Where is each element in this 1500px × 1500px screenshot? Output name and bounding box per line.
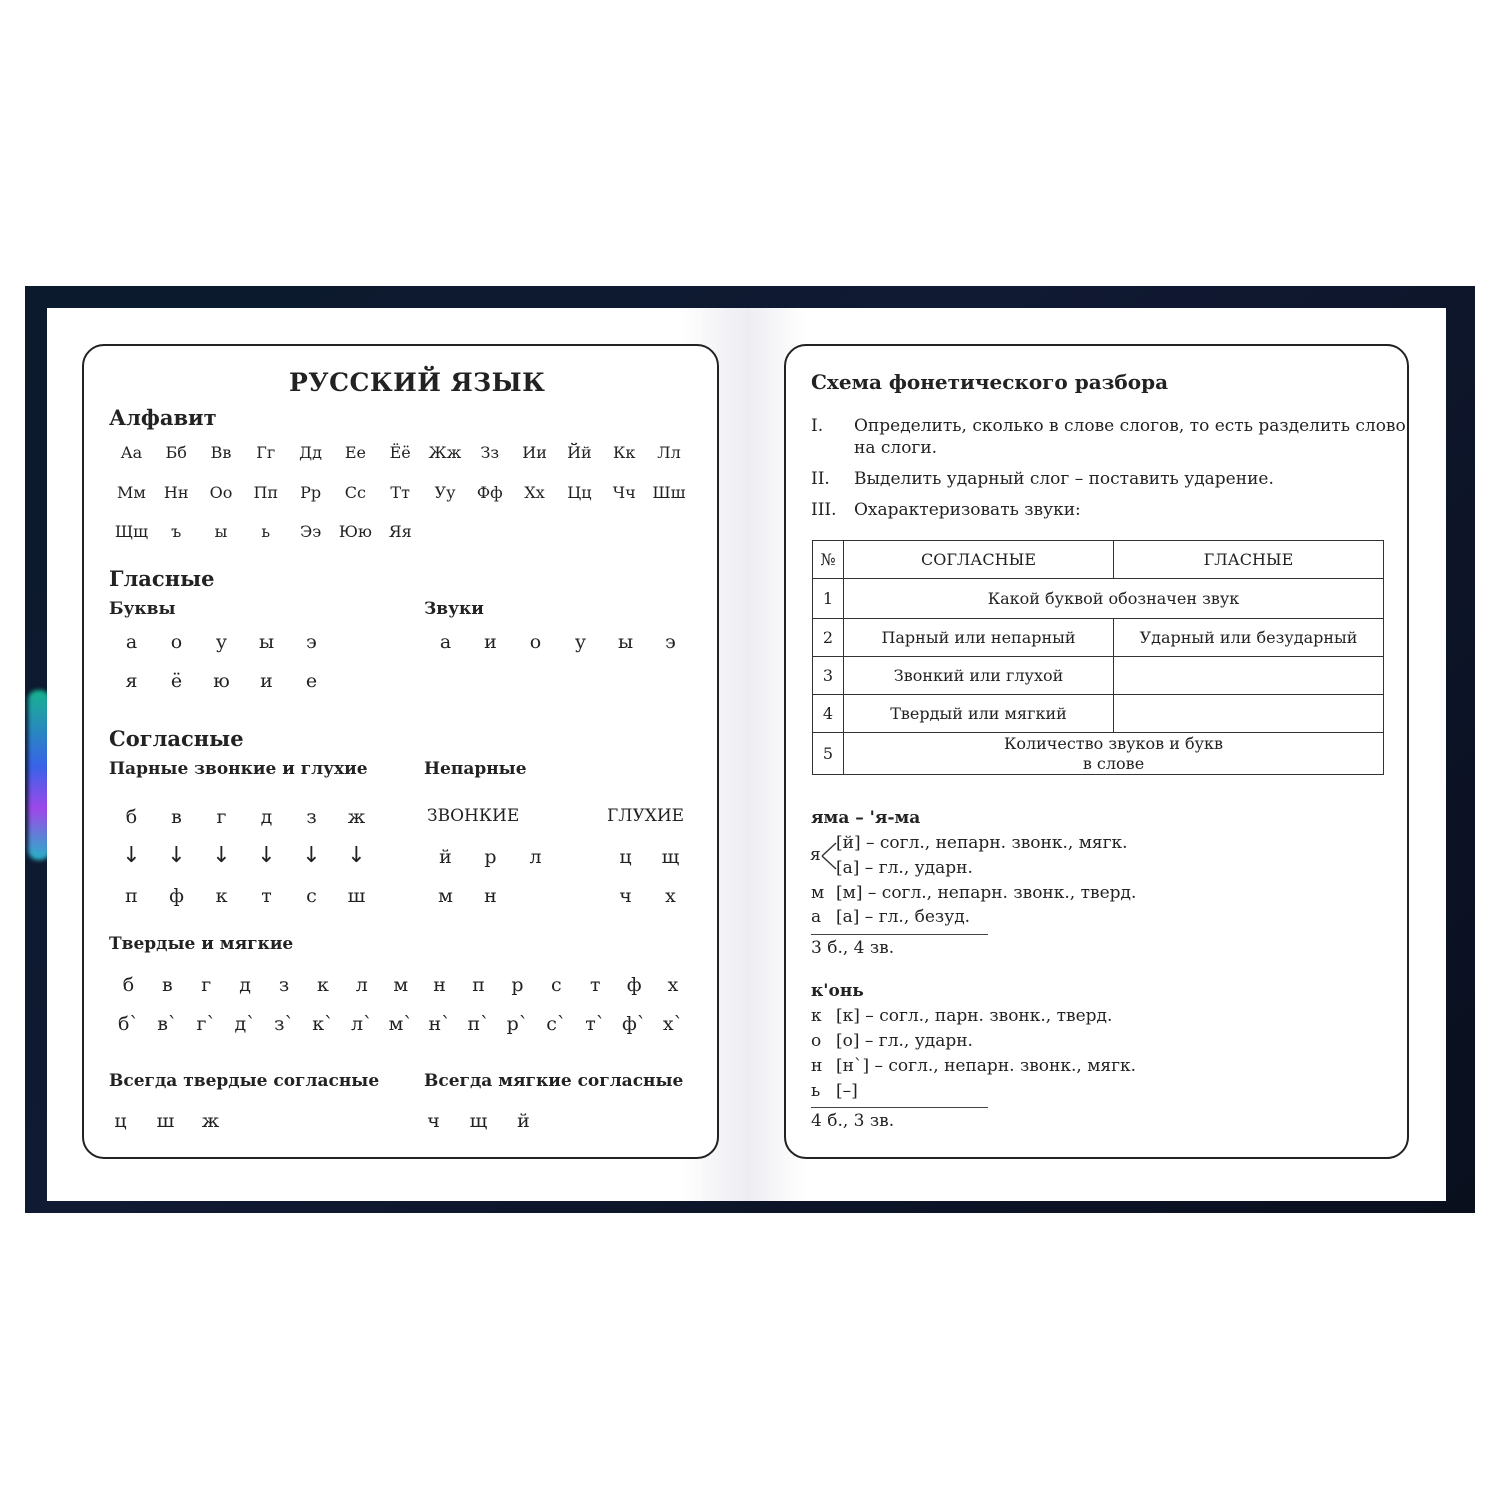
voiceless-consonant: ф [169,885,184,907]
soft-consonant: п` [467,1013,490,1035]
step-1-text-cont: на слоги. [854,438,938,458]
vowel-letter: ё [170,670,183,692]
table-row [813,695,1384,733]
vowel-sound: э [665,631,676,653]
unpaired-voiceless-consonant: х [665,885,676,907]
down-arrow-icon: ↓ [212,843,231,868]
alphabet-letter: Чч [612,483,636,502]
alphabet-letter: Аа [120,443,143,462]
always-soft-consonant: ч [427,1110,440,1132]
soft-consonant: р` [506,1013,529,1035]
soft-consonant: т` [585,1013,606,1035]
header-vowels: ГЛАСНЫЕ [1114,541,1384,579]
voiced-consonant: ж [347,806,366,828]
alphabet-letter: Ээ [299,522,322,541]
voiceless-consonant: к [215,885,228,907]
soft-consonant: м` [388,1013,413,1035]
example1-line: [а] – гл., ударн. [836,858,973,878]
soft-consonant: л` [351,1013,373,1035]
alphabet-letter: Сс [344,483,366,502]
table-row [813,619,1384,657]
voiced-consonant: д [260,806,273,828]
example1-line: [й] – согл., непарн. звонк., мягк. [836,833,1128,853]
vowel-sound: и [484,631,497,653]
alphabet-letter: Мм [116,483,146,502]
hard-consonant: т [589,974,601,996]
step-3-number: III. [811,500,837,520]
alphabet-letter: ы [214,522,228,541]
alphabet-letter: Фф [476,483,503,502]
row-merged-cell: Какой буквой обозначен звук [844,579,1384,619]
alphabet-letter: Цц [567,483,592,502]
alphabet-letter: Вв [210,443,232,462]
row-number: 1 [813,579,844,619]
voiceless-consonant: т [261,885,272,907]
alphabet-letter: Дд [299,443,323,462]
row-number: 4 [813,695,844,733]
voiceless-consonant: п [125,885,138,907]
row-number: 2 [813,619,844,657]
voiced-consonant: г [216,806,227,828]
unpaired-voiceless-consonant: щ [661,846,680,868]
example1-letter-ya: я [810,845,821,865]
vowel-letters-heading: Буквы [109,599,176,619]
alphabet-letter: Ее [344,443,366,462]
example2-line: [н`] – согл., непарн. звонк., мягк. [836,1056,1137,1076]
hard-consonant: к [317,974,329,996]
example1-word: яма – 'я-ма [811,808,921,828]
table-header-row [813,541,1384,579]
alphabet-letter: ъ [171,522,182,541]
example2-line: [о] – гл., ударн. [836,1031,973,1051]
alphabet-letter: Ёё [389,443,411,462]
vowel-letter: о [170,631,183,653]
example2-line: [–] [836,1081,858,1101]
always-soft-heading: Всегда мягкие согласные [424,1071,684,1091]
hard-consonant: м [393,974,409,996]
hard-consonant: ф [626,974,642,996]
down-arrow-icon: ↓ [347,843,366,868]
alphabet-letter: Бб [165,443,187,462]
hard-consonant: в [161,974,173,996]
row-number: 5 [813,733,844,775]
hard-consonant: п [472,974,485,996]
hard-consonant: р [511,974,524,996]
soft-consonant: к` [312,1013,334,1035]
always-hard-consonant: ж [201,1110,220,1132]
unpaired-voiced-consonant: л [529,846,542,868]
step-1-text: Определить, сколько в слове слогов, то есть разделить слово [854,416,1406,436]
page-title: РУССКИЙ ЯЗЫК [289,368,546,397]
alphabet-heading: Алфавит [109,405,217,430]
example2-letter: о [811,1031,822,1051]
soft-consonant: в` [157,1013,178,1035]
russian-language-panel [82,344,719,1159]
vowel-letter: е [305,670,318,692]
soft-consonant: г` [196,1013,216,1035]
alphabet-letter: Яя [388,522,412,541]
vowel-letter: и [260,670,273,692]
soft-consonant: б` [117,1013,139,1035]
hard-consonant: х [667,974,679,996]
example2-line: [к] – согл., парн. звонк., тверд. [836,1006,1113,1026]
row-consonant-cell: Твердый или мягкий [844,695,1114,733]
always-hard-consonant: ц [114,1110,127,1132]
row-consonant-cell: Звонкий или глухой [844,657,1114,695]
alphabet-letter: Тт [390,483,410,502]
alphabet-letter: Рр [300,483,322,502]
hard-consonant: с [551,974,562,996]
vowel-letter: у [215,631,228,653]
unpaired-voiceless-consonant: ц [619,846,632,868]
soft-consonant: с` [546,1013,567,1035]
example1-summary: 3 б., 4 зв. [811,938,895,958]
down-arrow-icon: ↓ [257,843,276,868]
unpaired-voiced-consonant: н [484,885,497,907]
merged-line: Количество звуков и букв [1003,733,1224,753]
unpaired-heading: Непарные [424,759,527,779]
unpaired-voiced-consonant: й [439,846,452,868]
row-vowel-cell: Ударный или безударный [1114,619,1384,657]
row-vowel-cell [1114,657,1384,695]
hard-consonant: б [122,974,135,996]
alphabet-letter: Гг [256,443,276,462]
table-row [813,733,1384,775]
example2-letter: к [811,1006,822,1026]
vowel-sound: а [439,631,452,653]
table-row [813,657,1384,695]
alphabet-letter: Нн [163,483,189,502]
row-consonant-cell: Парный или непарный [844,619,1114,657]
consonants-heading: Согласные [109,726,244,751]
vowel-letter: я [125,670,138,692]
row-number: 3 [813,657,844,695]
voiced-consonant: б [125,806,138,828]
alphabet-letter: Хх [524,483,545,502]
row-vowel-cell [1114,695,1384,733]
hard-soft-heading: Твердые и мягкие [109,934,294,954]
paired-heading: Парные звонкие и глухие [109,759,368,779]
down-arrow-icon: ↓ [122,843,141,868]
example2-letter: ь [811,1081,821,1101]
vowel-sound: у [574,631,587,653]
vowel-letter: а [125,631,138,653]
vowels-heading: Гласные [109,566,215,591]
down-arrow-icon: ↓ [167,843,186,868]
unpaired-voiceless-label: ГЛУХИЕ [607,806,685,826]
example1-line: [а] – гл., безуд. [836,907,971,927]
header-consonants: СОГЛАСНЫЕ [844,541,1114,579]
alphabet-letter: Лл [657,443,681,462]
merged-line: в слове [1082,753,1145,773]
unpaired-voiced-label: ЗВОНКИЕ [427,806,520,826]
example2-divider [811,1107,988,1108]
example2-letter: н [811,1056,823,1076]
alphabet-letter: Кк [613,443,636,462]
alphabet-letter: Шш [652,483,686,502]
alphabet-letter: Юю [338,522,372,541]
alphabet-letter: Зз [480,443,500,462]
always-hard-heading: Всегда твердые согласные [109,1071,380,1091]
alphabet-letter: Уу [434,483,456,502]
voiced-consonant: з [306,806,317,828]
soft-consonant: х` [662,1013,684,1035]
soft-consonant: н` [428,1013,451,1035]
example1-line: [м] – согл., непарн. звонк., тверд. [836,883,1137,903]
unpaired-voiceless-consonant: ч [619,885,632,907]
unpaired-voiced-consonant: м [438,885,453,907]
hard-consonant: д [239,974,251,996]
example1-divider [811,934,988,935]
vowel-sounds-heading: Звуки [424,599,484,619]
alphabet-letter: Жж [428,443,462,462]
table-row [813,579,1384,619]
always-hard-consonant: ш [156,1110,175,1132]
voiceless-consonant: с [306,885,317,907]
example1-letter: а [811,907,822,927]
voiceless-consonant: ш [347,885,366,907]
vowel-sound: о [529,631,542,653]
alphabet-letter: Оо [209,483,233,502]
characteristics-table [812,540,1384,775]
example1-letter: м [811,883,825,903]
alphabet-letter: Щщ [114,522,148,541]
step-3-text: Охарактеризовать звуки: [854,500,1081,520]
alphabet-letter: ь [261,522,271,541]
vowel-letter: ю [213,670,230,692]
always-soft-consonant: щ [469,1110,488,1132]
unpaired-voiced-consonant: р [484,846,497,868]
step-1-number: I. [811,416,824,436]
scheme-title: Схема фонетического разбора [811,370,1169,394]
soft-consonant: д` [234,1013,256,1035]
voiced-consonant: в [171,806,182,828]
vowel-letter: ы [258,631,275,653]
hard-consonant: н [433,974,446,996]
example2-summary: 4 б., 3 зв. [811,1111,895,1131]
alphabet-letter: Йй [567,443,592,462]
alphabet-letter: Пп [253,483,279,502]
hard-consonant: з [278,974,290,996]
hard-consonant: л [355,974,368,996]
example2-word: к'онь [811,981,864,1001]
soft-consonant: ф` [621,1013,647,1035]
soft-consonant: з` [274,1013,294,1035]
hard-consonant: г [201,974,212,996]
alphabet-letter: Ии [522,443,547,462]
row-merged-cell [844,733,1384,775]
down-arrow-icon: ↓ [302,843,321,868]
header-number: № [813,541,844,579]
step-2-number: II. [811,469,830,489]
always-soft-consonant: й [517,1110,530,1132]
step-2-text: Выделить ударный слог – поставить ударение. [854,469,1274,489]
vowel-sound: ы [617,631,634,653]
vowel-letter: э [306,631,317,653]
